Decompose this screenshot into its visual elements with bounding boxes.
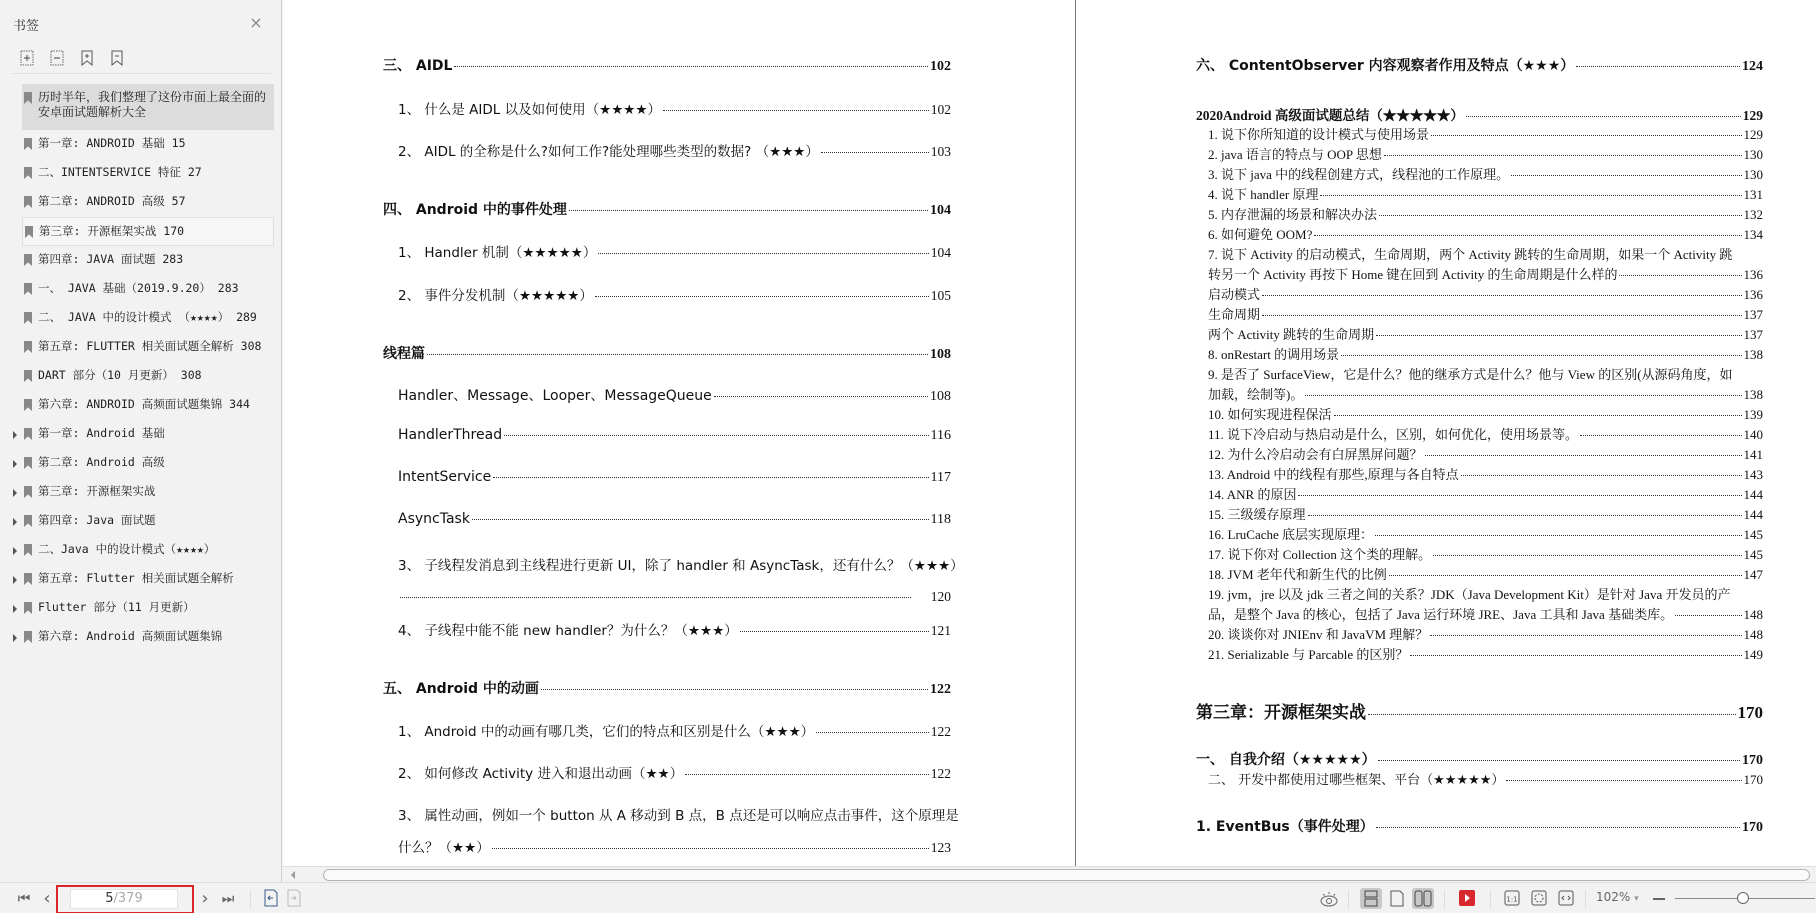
toc-entry[interactable]: 第三章：开源框架实战 170 (1196, 703, 1763, 723)
bookmark-icon (24, 92, 32, 104)
bookmark-icon (24, 283, 32, 295)
toc-entry[interactable]: 13. Android 中的线程有那些,原理与各自特点 143 (1208, 467, 1763, 482)
toc-entry[interactable]: 四、 Android 中的事件处理 104 (383, 202, 951, 218)
toc-entry[interactable]: 9. 是否了 SurfaceView，它是什么？他的继承方式是什么？他与 View 的区别(从源码角度，如 (1208, 367, 1733, 382)
toc-entry[interactable]: 生命周期 137 (1208, 307, 1763, 322)
page-separator (1075, 0, 1076, 866)
continuous-view-button[interactable] (1360, 888, 1382, 909)
bookmark-item-expandable[interactable]: 第二章: Android 高级 (0, 449, 280, 478)
toc-entry[interactable]: 120 (398, 589, 951, 605)
next-page-button[interactable]: › (201, 888, 209, 909)
toc-entry[interactable]: 3、 属性动画，例如一个 button 从 A 移动到 B 点，B 点还是可以响应点击事件，这个原理是 (398, 808, 959, 824)
eye-protection-button[interactable] (1318, 889, 1340, 909)
divider (1348, 890, 1349, 908)
bookmark-item[interactable]: 第四章: JAVA 面试题 283 (0, 246, 280, 275)
bookmark-item[interactable]: 二、 JAVA 中的设计模式 （★★★★） 289 (0, 304, 280, 333)
divider (250, 890, 251, 908)
toc-entry[interactable]: 六、 ContentObserver 内容观察者作用及特点（★★★） 124 (1196, 58, 1763, 74)
document-viewport[interactable] (283, 0, 1816, 866)
bookmark-icon (24, 341, 32, 353)
toc-entry[interactable]: 7. 说下 Activity 的启动模式，生命周期，两个 Activity 跳转的生命周期，如果一个 Activity 跳 (1208, 247, 1733, 262)
scroll-left-arrow-icon[interactable] (291, 871, 295, 879)
bookmark-item[interactable]: 第三章: 开源框架实战 170 (22, 217, 274, 246)
bookmark-icon (24, 167, 32, 179)
fit-page-button[interactable] (1530, 889, 1548, 909)
bookmark-item-expandable[interactable]: 第五章: Flutter 相关面试题全解析 (0, 565, 280, 594)
toc-entry[interactable]: 2、 事件分发机制（★★★★★） 105 (398, 288, 951, 304)
bookmark-icon (24, 196, 32, 208)
bookmark-item[interactable]: 第六章: ANDROID 高频面试题集锦 344 (0, 391, 280, 420)
eye-icon (1318, 889, 1340, 909)
expand-arrow-icon[interactable] (13, 547, 17, 555)
expand-arrow-icon[interactable] (13, 634, 17, 642)
bookmark-icon (24, 370, 32, 382)
forward-view-icon (286, 889, 302, 907)
toc-entry[interactable]: Handler、Message、Looper、MessageQueue 108 (398, 388, 951, 404)
toc-entry[interactable]: 5. 内存泄漏的场景和解决办法 132 (1208, 207, 1763, 222)
toc-entry[interactable]: 8. onRestart 的调用场景 138 (1208, 347, 1763, 362)
toc-entry[interactable]: 6. 如何避免 OOM? 134 (1208, 227, 1763, 242)
bookmark-item[interactable]: 一、 JAVA 基础（2019.9.20） 283 (0, 275, 280, 304)
close-icon[interactable]: × (249, 13, 263, 32)
divider (1490, 890, 1491, 908)
toc-entry[interactable]: 16. LruCache 底层实现原理： 145 (1208, 527, 1763, 542)
toc-entry[interactable]: 4. 说下 handler 原理 131 (1208, 187, 1763, 202)
actual-size-icon (1503, 889, 1521, 907)
toc-entry[interactable]: 1、 什么是 AIDL 以及如何使用（★★★★） 102 (398, 102, 951, 118)
bookmark-icon (24, 428, 32, 440)
toc-entry[interactable]: 18. JVM 老年代和新生代的比例 147 (1208, 567, 1763, 582)
toc-entry[interactable]: 20. 谈谈你对 JNIEnv 和 JavaVM 理解？ 148 (1208, 627, 1763, 642)
bookmark-item-expandable[interactable]: 第一章: Android 基础 (0, 420, 280, 449)
toc-entry[interactable]: 11. 说下冷启动与热启动是什么，区别，如何优化，使用场景等。 140 (1208, 427, 1763, 442)
expand-arrow-icon[interactable] (13, 460, 17, 468)
bookmark-item[interactable]: 第二章: ANDROID 高级 57 (0, 188, 280, 217)
zoom-level-dropdown[interactable]: 102% ▾ (1596, 890, 1639, 904)
toc-entry[interactable]: 17. 说下你对 Collection 这个类的理解。 145 (1208, 547, 1763, 562)
toc-entry[interactable]: 4、 子线程中能不能 new handler？为什么？（★★★） 121 (398, 623, 951, 639)
toc-entry[interactable]: 什么？（★★） 123 (398, 840, 951, 856)
toc-entry[interactable]: 线程篇 108 (383, 346, 951, 362)
bookmark-item[interactable]: 第五章: FLUTTER 相关面试题全解析 308 (0, 333, 280, 362)
toc-entry[interactable]: 12. 为什么冷启动会有白屏黑屏问题？ 141 (1208, 447, 1763, 462)
two-page-icon (1412, 888, 1434, 909)
expand-arrow-icon[interactable] (13, 605, 17, 613)
bookmark-icon (24, 486, 32, 498)
toc-entry[interactable]: 10. 如何实现进程保活 139 (1208, 407, 1763, 422)
bookmark-icon (24, 544, 32, 556)
toc-entry[interactable]: 2、 如何修改 Activity 进入和退出动画（★★） 122 (398, 766, 951, 782)
toc-entry[interactable]: 两个 Activity 跳转的生命周期 137 (1208, 327, 1763, 342)
play-slideshow-button[interactable] (1458, 889, 1476, 909)
sidebar-divider (12, 73, 271, 74)
single-page-view-button[interactable] (1386, 888, 1408, 909)
bookmark-item-expandable[interactable]: Flutter 部分（11 月更新） (0, 594, 280, 623)
toc-entry[interactable]: HandlerThread 116 (398, 427, 951, 443)
scrollbar-thumb[interactable] (323, 869, 1810, 881)
toc-entry[interactable]: 3. 说下 java 中的线程创建方式，线程池的工作原理。 130 (1208, 167, 1763, 182)
toc-entry[interactable]: 21. Serializable 与 Parcable 的区别？ 149 (1208, 647, 1763, 662)
bookmark-item-expandable[interactable]: 二、Java 中的设计模式（★★★★） (0, 536, 280, 565)
bookmark-list (0, 84, 280, 652)
toc-entry[interactable]: AsyncTask 118 (398, 511, 951, 527)
back-view-button[interactable] (263, 889, 279, 909)
toc-entry[interactable]: 1. 说下你所知道的设计模式与使用场景 129 (1208, 127, 1763, 142)
page-number-input[interactable]: 5/379 (70, 889, 178, 909)
toc-entry[interactable]: 二、 开发中都使用过哪些框架、平台（★★★★★） 170 (1208, 772, 1763, 788)
collapse-all-icon[interactable] (48, 49, 66, 67)
toc-entry[interactable]: IntentService 117 (398, 469, 951, 485)
bookmark-item[interactable]: 历时半年，我们整理了这份市面上最全面的安卓面试题解析大全 (22, 84, 274, 130)
horizontal-scrollbar[interactable] (283, 866, 1816, 882)
toc-entry[interactable]: 19. jvm，jre 以及 jdk 三者之间的关系？JDK（Java Development Kit）是针对 Java 开发员的产 (1208, 587, 1731, 602)
bookmark-sidebar (0, 0, 282, 882)
toc-entry[interactable]: 五、 Android 中的动画 122 (383, 681, 951, 697)
expand-arrow-icon[interactable] (13, 431, 17, 439)
fit-width-button[interactable] (1557, 889, 1575, 909)
actual-size-button[interactable] (1503, 889, 1521, 909)
single-page-icon (1386, 888, 1408, 909)
toc-entry[interactable]: 1. EventBus（事件处理） 170 (1196, 819, 1763, 835)
expand-arrow-icon[interactable] (13, 489, 17, 497)
toc-entry[interactable]: 2020Android 高级面试题总结（★★★★★） 129 (1196, 108, 1763, 123)
toc-entry[interactable]: 2. java 语言的特点与 OOP 思想 130 (1208, 147, 1763, 162)
forward-view-button[interactable] (286, 889, 302, 909)
bookmark-item-expandable[interactable]: 第四章: Java 面试题 (0, 507, 280, 536)
expand-arrow-icon[interactable] (13, 576, 17, 584)
remove-bookmark-icon[interactable] (108, 49, 126, 67)
bookmark-toolbar (18, 49, 126, 67)
toc-entry[interactable]: 转另一个 Activity 再按下 Home 键在回到 Activity 的生命周期是什么样的 136 (1208, 267, 1763, 282)
bookmark-item-expandable[interactable]: 第三章: 开源框架实战 (0, 478, 280, 507)
divider (1444, 890, 1445, 908)
expand-arrow-icon[interactable] (13, 518, 17, 526)
toc-entry[interactable]: 三、 AIDL 102 (383, 58, 951, 74)
toc-entry[interactable]: 2、 AIDL 的全称是什么?如何工作?能处理哪些类型的数据? （★★★） 103 (398, 144, 951, 160)
bookmark-icon (24, 312, 32, 324)
toc-entry[interactable]: 一、 自我介绍（★★★★★） 170 (1196, 752, 1763, 768)
zoom-out-button[interactable] (1653, 898, 1665, 900)
svg-text:1:1: 1:1 (1506, 895, 1518, 904)
bookmark-icon (24, 457, 32, 469)
back-view-icon (263, 889, 279, 907)
bookmark-item[interactable]: 第一章: ANDROID 基础 15 (0, 130, 280, 159)
first-page-button[interactable]: ⏮ (17, 891, 31, 907)
bookmark-item[interactable]: DART 部分（10 月更新） 308 (0, 362, 280, 391)
bookmark-icon (25, 226, 33, 238)
toc-entry[interactable]: 3、 子线程发消息到主线程进行更新 UI，除了 handler 和 AsyncTask，还有什么？（★★★） (398, 558, 964, 574)
bookmark-icon (24, 631, 32, 643)
bookmark-icon (24, 399, 32, 411)
fit-page-icon (1530, 889, 1548, 907)
sidebar-title: 书签 (13, 19, 40, 34)
toc-entry[interactable]: 启动模式 136 (1208, 287, 1763, 302)
bookmark-item-expandable[interactable]: 第六章: Android 高频面试题集锦 (0, 623, 280, 652)
bookmark-icon (24, 573, 32, 585)
two-page-view-button[interactable] (1412, 888, 1434, 909)
divider (1585, 890, 1586, 908)
toc-entry[interactable]: 品，是整个 Java 的核心，包括了 Java 运行环境 JRE、Java 工具和 Java 基础类库。 148 (1208, 607, 1763, 622)
toc-entry[interactable]: 15. 三级缓存原理 144 (1208, 507, 1763, 522)
toc-entry[interactable]: 加载，绘制等)。 138 (1208, 387, 1763, 402)
status-bar (0, 882, 1816, 913)
toc-entry[interactable]: 14. ANR 的原因 144 (1208, 487, 1763, 502)
add-bookmark-icon[interactable] (78, 49, 96, 67)
toc-entry[interactable]: 1、 Android 中的动画有哪几类，它们的特点和区别是什么（★★★） 122 (398, 724, 951, 740)
bookmark-item[interactable]: 二、INTENTSERVICE 特征 27 (0, 159, 280, 188)
expand-all-icon[interactable] (18, 49, 36, 67)
play-icon (1458, 889, 1476, 907)
bookmark-icon (24, 602, 32, 614)
prev-page-button[interactable]: ‹ (43, 888, 51, 909)
bookmark-icon (24, 254, 32, 266)
last-page-button[interactable]: ⏭ (221, 891, 235, 907)
fit-width-icon (1557, 889, 1575, 907)
bookmark-icon (24, 515, 32, 527)
bookmark-icon (24, 138, 32, 150)
continuous-view-icon (1360, 888, 1382, 909)
zoom-slider-knob[interactable] (1737, 892, 1749, 904)
toc-entry[interactable]: 1、 Handler 机制（★★★★★） 104 (398, 245, 951, 261)
